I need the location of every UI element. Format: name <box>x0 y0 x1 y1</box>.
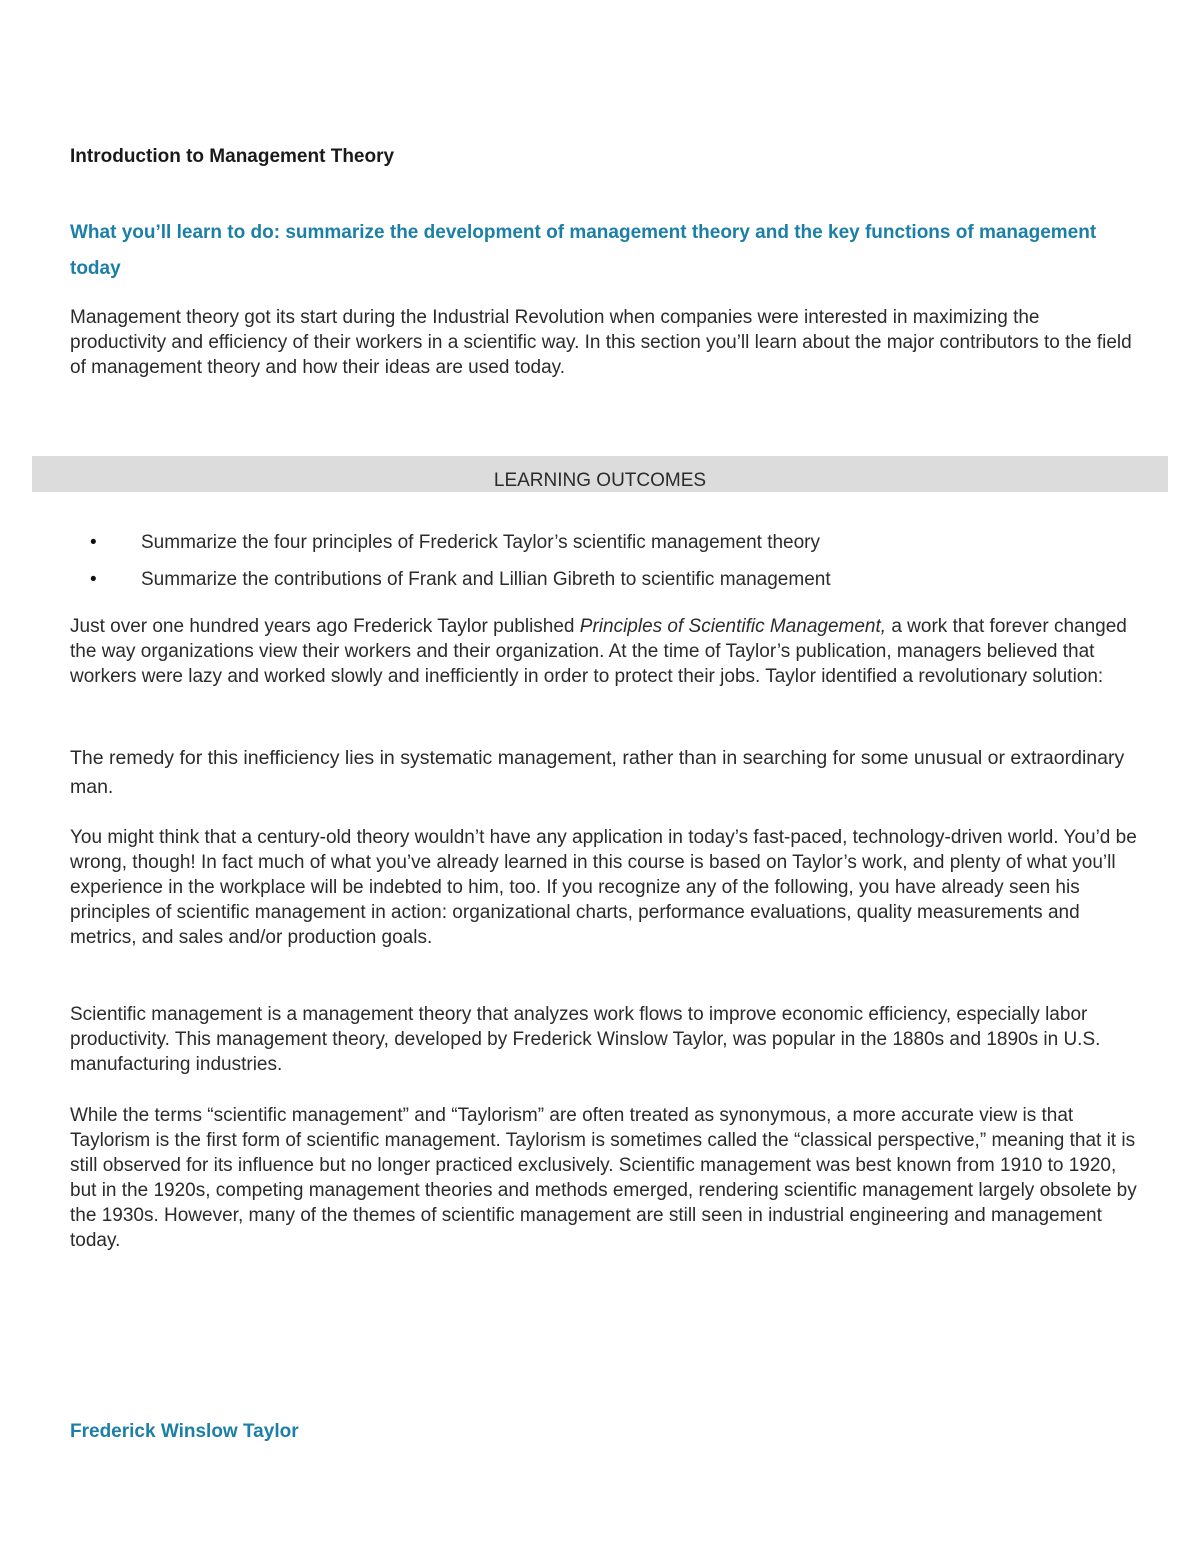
document-title: Introduction to Management Theory <box>70 146 395 167</box>
taylor-paragraph-rest: a work that forever changed the way organizations view their workers and their organization. At the time of Taylor’s publication, managers believed that workers were lazy and worked slowly and inefficiently in order to protect their jobs. Taylor identified a revolutionary solution: <box>70 616 1127 687</box>
section-heading: Frederick Winslow Taylor <box>70 1421 299 1442</box>
learning-outcomes-list <box>90 524 831 598</box>
outcome-text: Summarize the contributions of Frank and Lillian Gibreth to scientific management <box>141 569 831 590</box>
bullet-icon: • <box>90 532 97 553</box>
scientific-management-paragraph: Scientific management is a management theory that analyzes work flows to improve economic efficiency, especially labor productivity. This management theory, developed by Frederick Winslow Taylor, was popular in the 1880s and 1890s in U.S. manufacturing industries. <box>70 1004 1101 1075</box>
list-item <box>90 561 831 598</box>
book-title: Principles of Scientific Management, <box>579 616 887 637</box>
taylorism-paragraph: While the terms “scientific management” and “Taylorism” are often treated as synonymous, a more accurate view is that Taylorism is the first form of scientific management. Taylorism is sometimes called the “classical perspective,” meaning that it is still observed for its influence but no longer practiced exclusively. Scientific management was best known from 1910 to 1920, but in the 1920s, competing management theories and methods emerged, rendering scientific management largely obsolete by the 1930s. However, many of the themes of scientific management are still seen in industrial engineering and management today. <box>70 1105 1137 1251</box>
learning-outcomes-band <box>32 456 1168 492</box>
bullet-icon: • <box>90 569 97 590</box>
taylor-paragraph-start: Just over one hundred years ago Frederick Taylor published <box>70 616 580 637</box>
century-paragraph: You might think that a century-old theory wouldn’t have any application in today’s fast-paced, technology-driven world. You’d be wrong, though! In fact much of what you’ve already learned in this course is based on Taylor’s work, and plenty of what you’ll experience in the workplace will be indebted to him, too. If you recognize any of the following, you have already seen his principles of scientific management in action: organizational charts, performance evaluations, quality measurements and metrics, and sales and/or production goals. <box>70 827 1137 948</box>
outcome-text: Summarize the four principles of Frederick Taylor’s scientific management theory <box>141 532 821 553</box>
list-item <box>90 524 831 561</box>
intro-paragraph: Management theory got its start during the Industrial Revolution when companies were interested in maximizing the productivity and efficiency of their workers in a scientific way. In this section you’ll learn about the major contributors to the field of management theory and how their ideas are used today. <box>70 307 1132 378</box>
learning-outcomes-title: LEARNING OUTCOMES <box>493 470 707 491</box>
learn-heading: What you’ll learn to do: summarize the development of management theory and the key functions of management today <box>70 222 1097 279</box>
quote-paragraph: The remedy for this inefficiency lies in systematic management, rather than in searching for some unusual or extraordinary man. <box>70 747 1125 798</box>
taylor-paragraph <box>70 614 1140 689</box>
